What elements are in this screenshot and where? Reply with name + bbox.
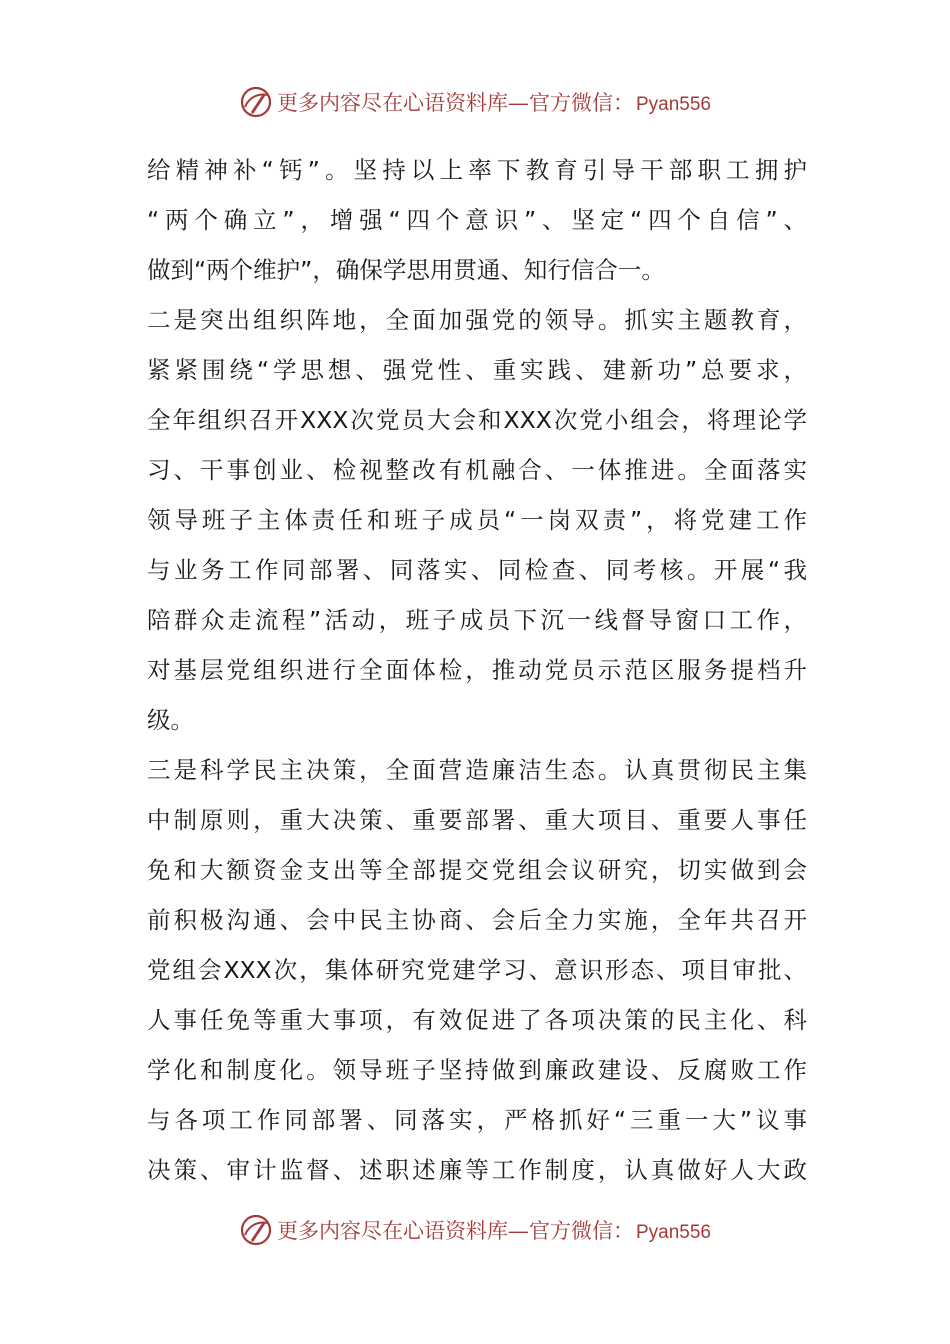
text-line: 做到“两个维护”，确保学思用贯通、知行信合一。 bbox=[147, 256, 665, 284]
text-line: 与业务工作同部署、同落实、同检查、同考核。开展“我 bbox=[147, 556, 807, 584]
text-line: 人事任免等重大事项，有效促进了各项决策的民主化、科 bbox=[147, 1006, 807, 1034]
text-line: 中制原则，重大决策、重要部署、重大项目、重要人事任 bbox=[147, 806, 807, 834]
text-line: 给精神补“钙”。坚持以上率下教育引导干部职工拥护 bbox=[147, 156, 807, 184]
pen-swirl-icon bbox=[239, 85, 273, 119]
pen-swirl-icon bbox=[239, 1213, 273, 1247]
footer-banner-text: 更多内容尽在心语资料库—官方微信： Pyan556 bbox=[276, 1219, 711, 1243]
footer-wechat-id: Pyan556 bbox=[635, 1222, 711, 1243]
text-line: 决策、审计监督、述职述廉等工作制度，认真做好人大政 bbox=[147, 1156, 807, 1184]
header-banner-text: 更多内容尽在心语资料库—官方微信： Pyan556 bbox=[276, 91, 711, 115]
text-line: 学化和制度化。领导班子坚持做到廉政建设、反腐败工作 bbox=[147, 1056, 807, 1084]
footer-banner bbox=[0, 1210, 950, 1250]
text-line: 免和大额资金支出等全部提交党组会议研究，切实做到会 bbox=[147, 856, 807, 884]
text-line: “两个确立”，增强“四个意识”、坚定“四个自信”、 bbox=[147, 206, 807, 234]
text-line: 前积极沟通、会中民主协商、会后全力实施，全年共召开 bbox=[147, 906, 807, 934]
text-line: 陪群众走流程”活动，班子成员下沉一线督导窗口工作， bbox=[147, 606, 807, 634]
document-body bbox=[147, 145, 807, 1195]
text-line: 全年组织召开XXX次党员大会和XXX次党小组会，将理论学 bbox=[147, 406, 807, 434]
text-line: 领导班子主体责任和班子成员“一岗双责”，将党建工作 bbox=[147, 506, 807, 534]
text-line: 党组会XXX次，集体研究党建学习、意识形态、项目审批、 bbox=[147, 956, 807, 984]
text-line: 习、干事创业、检视整改有机融合、一体推进。全面落实 bbox=[147, 456, 807, 484]
text-line: 级。 bbox=[147, 706, 194, 734]
header-wechat-id: Pyan556 bbox=[635, 94, 711, 115]
text-line: 二是突出组织阵地，全面加强党的领导。抓实主题教育， bbox=[147, 306, 807, 334]
text-line: 紧紧围绕“学思想、强党性、重实践、建新功”总要求， bbox=[147, 356, 807, 384]
header-banner bbox=[0, 82, 950, 122]
text-line: 与各项工作同部署、同落实，严格抓好“三重一大”议事 bbox=[147, 1106, 807, 1134]
text-line: 对基层党组织进行全面体检，推动党员示范区服务提档升 bbox=[147, 656, 807, 684]
text-line: 三是科学民主决策，全面营造廉洁生态。认真贯彻民主集 bbox=[147, 756, 807, 784]
